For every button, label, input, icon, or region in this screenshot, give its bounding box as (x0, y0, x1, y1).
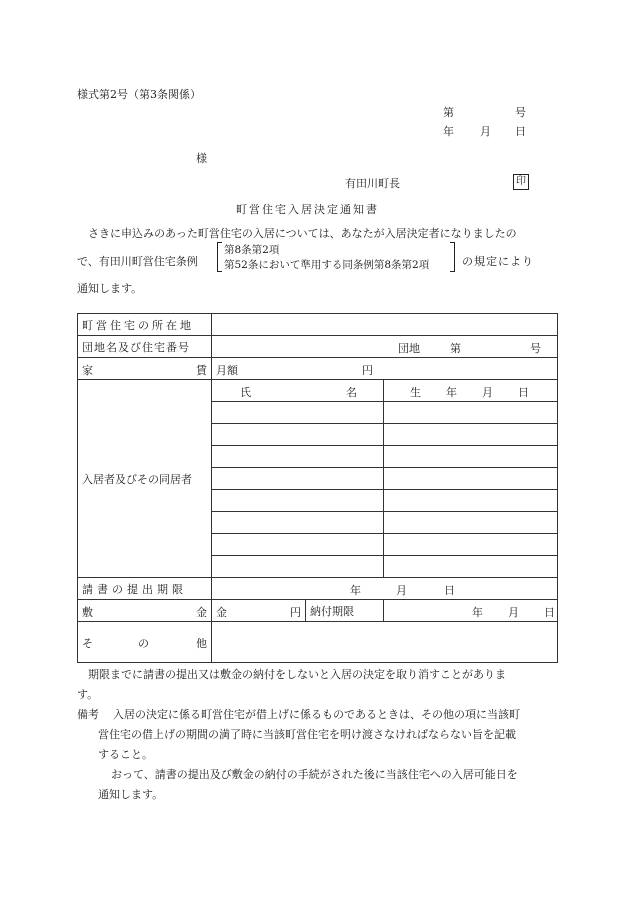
deadline-nen: 年 (350, 584, 361, 597)
occupant-name-cell[interactable] (212, 512, 384, 534)
occupant-name-cell[interactable] (212, 446, 384, 468)
date-hi: 日 (515, 125, 526, 138)
right-bracket (450, 242, 455, 272)
unit-label: 団地名及び住宅番号 (78, 336, 212, 358)
occupant-birth-cell[interactable] (384, 424, 558, 446)
occupant-birth-cell[interactable] (384, 556, 558, 578)
deadline-tsuki: 月 (396, 584, 407, 597)
rent-value[interactable] (212, 358, 558, 380)
location-value[interactable] (212, 314, 558, 336)
body-line-2-suffix: の規定により (462, 255, 534, 268)
remark-line-2: 営住宅の借上げの期間の満了時に当該町営住宅を明け渡さなければならない旨を記載 (98, 728, 516, 741)
occupant-name-cell[interactable] (212, 402, 384, 424)
warning-line-2: す。 (77, 688, 99, 701)
application-form-table (77, 313, 558, 663)
location-label: 町営住宅の所在地 (78, 314, 212, 336)
occupant-birth-cell[interactable] (384, 402, 558, 424)
remark-line-1: 入居の決定に係る町営住宅が借上げに係るものであるときは、その他の項に当該町 (113, 708, 520, 721)
left-bracket (217, 242, 222, 272)
deposit-amount[interactable] (212, 600, 306, 622)
unit-value[interactable] (212, 336, 558, 358)
col-name-header: 氏 名 (212, 380, 384, 402)
occupant-birth-cell[interactable] (384, 468, 558, 490)
deadline-value[interactable] (212, 578, 558, 600)
body-line-3: 通知します。 (77, 282, 143, 295)
warning-line-1: 期限までに請書の提出又は敷金の納付をしないと入居の決定を取り消すことがありま (88, 668, 506, 681)
rent-yen: 円 (362, 364, 373, 377)
remark-line-5: 通知します。 (98, 788, 164, 801)
payment-tsuki: 月 (508, 606, 519, 619)
occupant-name-cell[interactable] (212, 468, 384, 490)
occupant-birth-cell[interactable] (384, 490, 558, 512)
deadline-label: 請書の提出期限 (78, 578, 212, 600)
document-title: 町営住宅入居決定通知書 (236, 203, 379, 216)
bracket-option-1: 第8条第2項 (224, 244, 280, 256)
doc-number-go: 号 (515, 106, 526, 119)
unit-danchi: 団地 (398, 342, 420, 355)
payment-deadline-value[interactable] (384, 600, 558, 622)
row-other (78, 622, 558, 663)
occupant-header-row (78, 380, 558, 402)
bracket-option-2: 第52条において準用する同条例第8条第2項 (224, 259, 430, 271)
row-deadline (78, 578, 558, 600)
row-location (78, 314, 558, 336)
deadline-hi: 日 (444, 584, 455, 597)
deposit-yen: 円 (290, 606, 301, 619)
seal-mark: 印 (513, 174, 529, 190)
deposit-kin: 金 (216, 606, 227, 619)
addressee-suffix: 様 (196, 152, 207, 165)
occupant-birth-cell[interactable] (384, 446, 558, 468)
body-line-1: さきに申込みのあった町営住宅の入居については、あなたが入居決定者になりましたの (88, 227, 517, 240)
rent-monthly: 月額 (216, 364, 238, 377)
occupant-name-cell[interactable] (212, 424, 384, 446)
occupant-name-cell[interactable] (212, 490, 384, 512)
unit-dai: 第 (450, 342, 461, 355)
payment-deadline-label: 納付期限 (306, 600, 384, 622)
occupant-birth-cell[interactable] (384, 534, 558, 556)
row-deposit (78, 600, 558, 622)
date-tsuki: 月 (480, 125, 491, 138)
rent-label: 家 賃 (78, 358, 212, 380)
issuer-name: 有田川町長 (345, 177, 400, 190)
date-nen: 年 (443, 125, 454, 138)
unit-go: 号 (530, 342, 541, 355)
form-number: 様式第2号（第3条関係） (77, 88, 201, 101)
row-unit (78, 336, 558, 358)
col-birth-header: 生 年 月 日 (384, 380, 558, 402)
occupant-name-cell[interactable] (212, 556, 384, 578)
remark-line-4: おって、請書の提出及び敷金の納付の手続がされた後に当該住宅への入居可能日を (111, 768, 518, 781)
deposit-label: 敷 金 (78, 600, 212, 622)
other-value[interactable] (212, 622, 558, 663)
row-rent (78, 358, 558, 380)
occupant-name-cell[interactable] (212, 534, 384, 556)
body-line-2-prefix: で、有田川町営住宅条例 (77, 255, 198, 268)
payment-hi: 日 (544, 606, 555, 619)
occupant-birth-cell[interactable] (384, 512, 558, 534)
payment-nen: 年 (472, 606, 483, 619)
occupant-label: 入居者及びその同居者 (78, 380, 212, 578)
doc-number-dai: 第 (443, 106, 454, 119)
other-label: そ の 他 (78, 622, 212, 663)
remark-heading: 備考 (77, 708, 99, 721)
remark-line-3: すること。 (98, 748, 153, 761)
